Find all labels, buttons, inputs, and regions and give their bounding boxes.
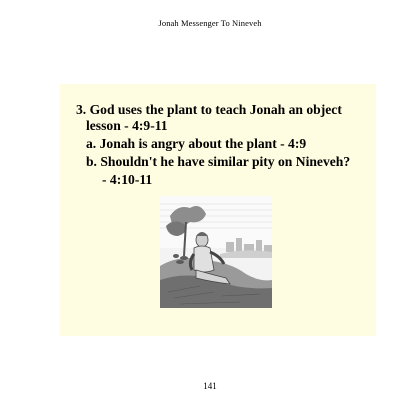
- point-heading-continued: lesson - 4:9-11: [86, 118, 168, 133]
- subpoint-b: b. Shouldn't he have similar pity on Nineveh?: [86, 154, 351, 169]
- page-header-title: Jonah Messenger To Nineveh: [158, 18, 262, 28]
- subpoint-b-continued: - 4:10-11: [102, 172, 153, 187]
- jonah-illustration: [160, 196, 272, 308]
- subpoint-a: a. Jonah is angry about the plant - 4:9: [86, 136, 307, 151]
- point-heading: 3. God uses the plant to teach Jonah an object: [76, 102, 342, 117]
- jonah-engraving: [160, 196, 272, 308]
- slide-panel: [60, 84, 376, 336]
- page-number: 141: [203, 381, 217, 391]
